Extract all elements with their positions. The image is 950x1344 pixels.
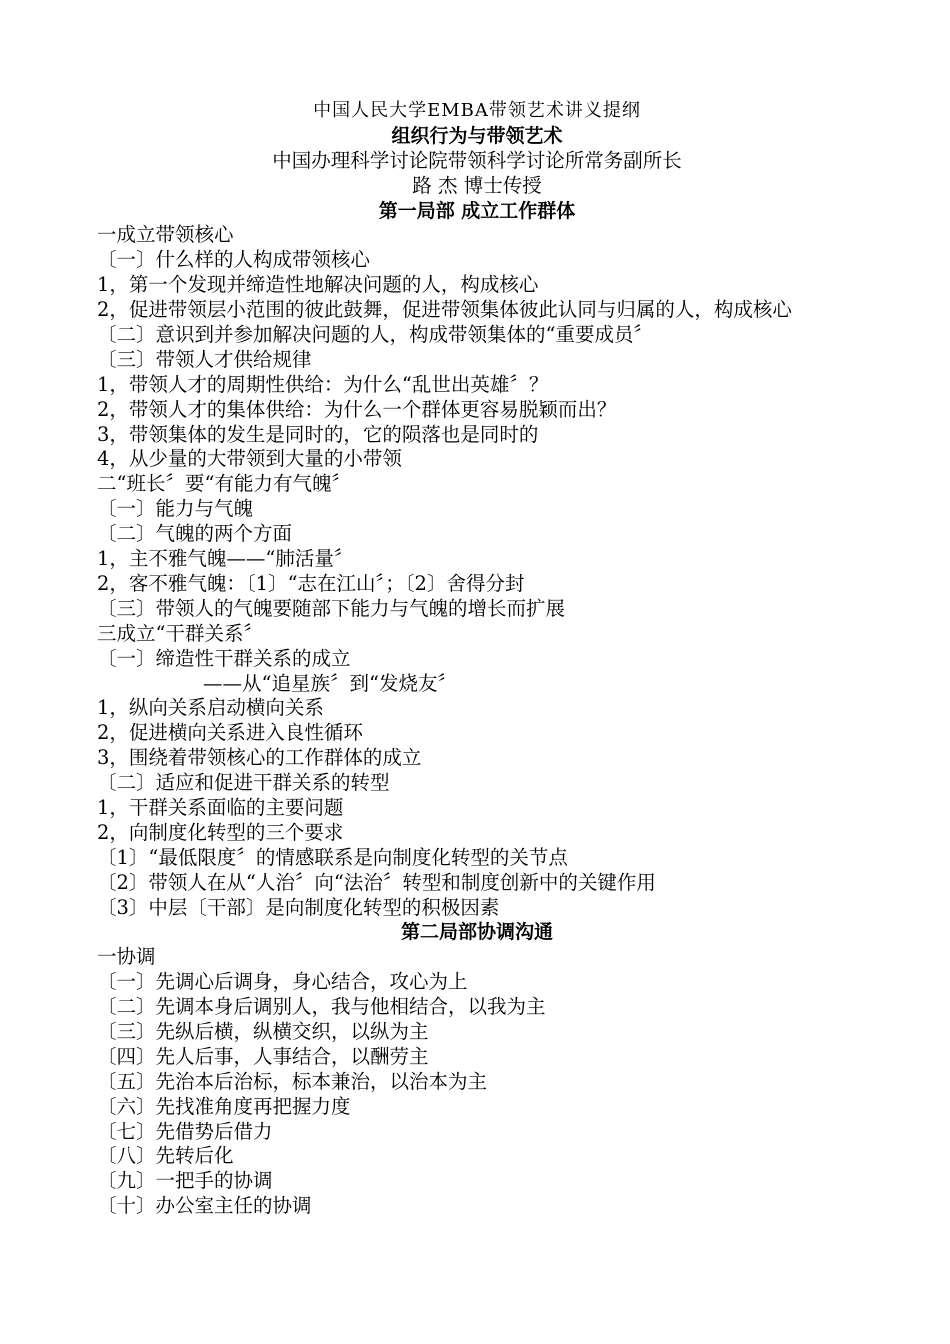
document-page: [97, 99, 857, 1219]
list-item: 2，促进横向关系进入良性循环: [97, 721, 363, 745]
list-item: 〔三〕先纵后横，纵横交织，以纵为主: [97, 1019, 429, 1043]
list-item: 4，从少量的大带领到大量的小带领: [97, 447, 402, 471]
course-title: 组织行为与带领艺术: [391, 124, 563, 147]
list-item: 1，第一个发现并缔造性地解决问题的人，构成核心: [97, 273, 539, 297]
list-item: 2，促进带领层小范围的彼此鼓舞，促进带领集体彼此认同与归属的人，构成核心: [97, 298, 792, 322]
list-item: 3，带领集体的发生是同时的，它的陨落也是同时的: [97, 422, 539, 446]
subsection-heading: 〔二〕气魄的两个方面: [97, 522, 293, 546]
list-item: 〔五〕先治本后治标，标本兼治，以治本为主: [97, 1069, 488, 1093]
list-item: 1，主不雅气魄——“肺活量〞: [97, 547, 354, 571]
list-item: 2，带领人才的集体供给：为什么一个群体更容易脱颖而出？: [97, 397, 617, 421]
sub-list-item: 〔2〕带领人在从“人治〞向“法治〞转型和制度创新中的关键作用: [97, 870, 656, 894]
sub-list-item: 〔1〕“最低限度〞的情感联系是向制度化转型的关节点: [97, 845, 568, 869]
list-item: 〔十〕办公室主任的协调: [97, 1194, 312, 1218]
subsection-heading: 〔二〕意识到并参加解决问题的人，构成带领集体的“重要成员〞: [97, 323, 653, 347]
list-item: 2，向制度化转型的三个要求: [97, 820, 344, 844]
list-item: 〔九〕一把手的协调: [97, 1169, 273, 1193]
list-item: 〔一〕先调心后调身，身心结合，攻心为上: [97, 970, 468, 994]
subsection-heading: 〔一〕能力与气魄: [97, 497, 254, 521]
section-heading: 三成立“干群关系〞: [97, 621, 263, 645]
list-item: 1，纵向关系启动横向关系: [97, 696, 324, 720]
section-heading: 一成立带领核心: [97, 223, 234, 247]
subsection-heading: 〔三〕带领人的气魄要随部下能力与气魄的增长而扩展: [97, 596, 566, 620]
subsection-heading: 〔三〕带领人才供给规律: [97, 347, 312, 371]
list-item: 〔四〕先人后事，人事结合，以酬劳主: [97, 1044, 429, 1068]
list-item: 1，带领人才的周期性供给：为什么“乱世出英雄〞？: [97, 372, 549, 396]
part2-title: 第二局部协调沟通: [400, 921, 553, 944]
lecture-header: 中国人民大学EMBA带领艺术讲义提纲: [313, 100, 641, 121]
list-item: 〔二〕先调本身后调别人，我与他相结合，以我为主: [97, 995, 546, 1019]
part1-title: 第一局部 成立工作群体: [378, 199, 576, 222]
list-item: 〔八〕先转后化: [97, 1144, 234, 1168]
list-item: 〔六〕先找准角度再把握力度: [97, 1094, 351, 1118]
author-affiliation: 中国办理科学讨论院带领科学讨论所常务副所长: [272, 148, 682, 172]
subsection-heading: 〔一〕什么样的人构成带领核心: [97, 248, 371, 272]
section-heading: 二“班长〞要“有能力有气魄〞: [97, 472, 351, 496]
subsection-heading: 〔一〕缔造性干群关系的成立: [97, 646, 351, 670]
sub-list-item: 〔3〕中层〔干部〕是向制度化转型的积极因素: [97, 895, 500, 919]
subsection-subtitle: ——从“追星族〞到“发烧友〞: [203, 671, 457, 695]
list-item: 3，围绕着带领核心的工作群体的成立: [97, 746, 422, 770]
section-heading: 一协调: [97, 945, 156, 969]
subsection-heading: 〔二〕适应和促进干群关系的转型: [97, 771, 390, 795]
author-name: 路 杰 博士传授: [412, 173, 542, 197]
list-item: 1，干群关系面临的主要问题: [97, 795, 344, 819]
list-item: 〔七〕先借势后借力: [97, 1119, 273, 1143]
list-item: 2，客不雅气魄：〔1〕“志在江山〞；〔2〕舍得分封: [97, 571, 525, 595]
